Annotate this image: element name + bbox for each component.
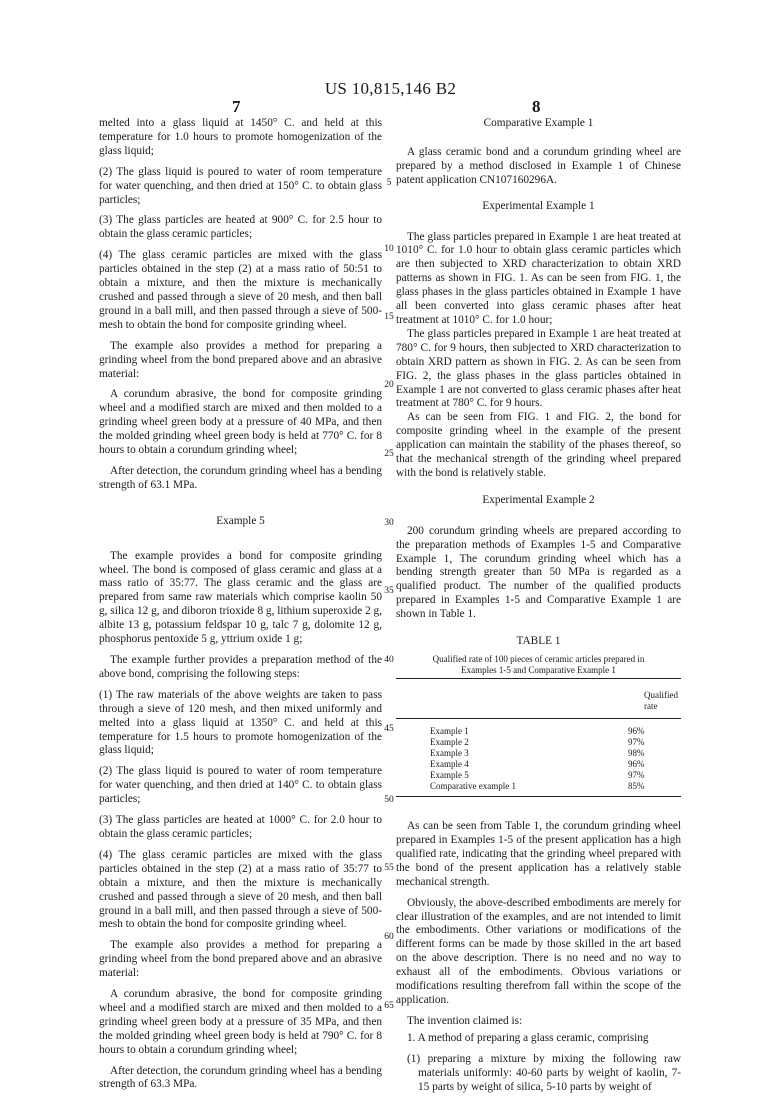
row-rate: 96%: [628, 726, 645, 737]
line-number: 25: [384, 449, 394, 459]
table-header-qualified-rate: Qualified rate: [644, 690, 678, 712]
line-number: 35: [384, 586, 394, 596]
paragraph: After detection, the corundum grinding wheel has a bending strength of 63.1 MPa.: [99, 464, 382, 491]
row-name: Example 2: [430, 737, 469, 748]
paragraph: The glass particles prepared in Example 1 are heat treated at 1010° C. for 1.0 hour to obtain glass ceramic particles which are then subjected to XRD characterization to obtain XRD patterns as shown in FIG. 1. As can be seen from FIG. 1, the glass phases in the glass particles obtained in Example 1 have all been converted into glass ceramic phases after heat treatment at 1010° C. for 1.0 hour;: [396, 230, 681, 326]
line-number: 65: [384, 1001, 394, 1011]
paragraph: Obviously, the above-described embodiments are merely for clear illustration of the examples, and are not intended to limit the embodiments. Other variations or modifications of the different forms can be made by those skilled in the art based on the above description. There is no need and no way to exhaust all of the embodiments. Obvious variations or modifications resulting therefrom fall within the scope of the application.: [396, 896, 681, 1006]
claim-1: 1. A method of preparing a glass ceramic, comprising: [407, 1031, 649, 1044]
row-rate: 96%: [628, 759, 645, 770]
paragraph: As can be seen from Table 1, the corundum grinding wheel prepared in Examples 1-5 of the present application has a high qualified rate, indicating that the grinding wheel prepared with the bond of the present application has a relatively stable mechanical strength.: [396, 820, 681, 888]
section-heading-comparative-example-1: Comparative Example 1: [483, 117, 594, 129]
right-column: [396, 117, 681, 1101]
paragraph: 200 corundum grinding wheels are prepared according to the preparation methods of Examples 1-5 and Comparative Example 1, The corundum grinding wheel which has a bending strength greater than 50 MPa is regarded as a qualified product. The number of the qualified products prepared in Examples 1-5 and Comparative Example 1 are shown in Table 1.: [396, 524, 681, 621]
paragraph: After detection, the corundum grinding wheel has a bending strength of 63.3 MPa.: [99, 1064, 382, 1091]
row-rate: 97%: [628, 770, 645, 781]
paragraph: The invention claimed is:: [407, 1014, 523, 1027]
left-column: [99, 117, 382, 1099]
section-heading-example-5: Example 5: [216, 514, 265, 527]
row-rate: 97%: [628, 737, 645, 748]
paragraph: melted into a glass liquid at 1450° C. and held at this temperature for 1.0 hours to promote homogenization of the glass liquid;: [99, 117, 382, 157]
line-number: 30: [384, 518, 394, 528]
row-rate: 98%: [628, 748, 645, 759]
patent-number: US 10,815,146 B2: [324, 79, 457, 98]
paragraph: As can be seen from FIG. 1 and FIG. 2, the bond for composite grinding wheel in the example of the present application can maintain the stability of the phases thereof, so that the mechanical strength of the grinding wheel prepared with the bond is relatively stable.: [396, 411, 681, 479]
row-rate: 85%: [628, 781, 645, 792]
line-number: 40: [384, 655, 394, 665]
line-number: 10: [384, 244, 394, 254]
table-row: [396, 726, 681, 737]
line-number: 5: [386, 178, 392, 188]
paragraph: (3) The glass particles are heated at 1000° C. for 2.0 hour to obtain the glass ceramic particles;: [99, 814, 382, 840]
paragraph: The example provides a bond for composite grinding wheel. The bond is composed of glass ceramic and glass at a mass ratio of 35:77. The glass ceramic and the glass are prepared from same raw materials which comprise kaolin 50 g, silica 12 g, and diboron trioxide 8 g, lithium superoxide 2 g, albite 13 g, potassium feldspar 10 g, talc 7 g, dolomite 12 g, phosphorus pentoxide 5 g, yttrium oxide 1 g;: [99, 549, 383, 646]
line-number: 20: [384, 380, 394, 390]
paragraph: A glass ceramic bond and a corundum grinding wheel are prepared by a method disclosed in Example 1 of Chinese patent application CN107160296A.: [396, 145, 681, 186]
paragraph: (2) The glass liquid is poured to water of room temperature for water quenching, and then dried at 140° C. to obtain glass particles;: [99, 765, 382, 806]
table-row: [396, 748, 681, 759]
table-row: [396, 781, 681, 792]
table-title: TABLE 1: [516, 635, 561, 648]
table-1: [396, 636, 681, 797]
section-heading-experimental-example-2: Experimental Example 2: [482, 493, 595, 506]
paragraph: (3) The glass particles are heated at 900° C. for 2.5 hour to obtain the glass ceramic particles;: [99, 214, 382, 241]
line-number: 55: [384, 863, 394, 873]
table-body: [396, 719, 681, 797]
line-number: 60: [384, 932, 394, 942]
paragraph: (4) The glass ceramic particles are mixed with the glass particles obtained in the step (2) at a mass ratio of 50:51 to obtain a mixture, and then the mixture is mechanically crushed and passed through a sieve of 20 mesh, and then ball ground in a ball mill, and then passed through a sieve of 500-mesh to obtain the bond for composite grinding wheel.: [99, 249, 382, 331]
claim-1-item-1: (1) preparing a mixture by mixing the following raw materials uniformly: 40-60 parts by weight of kaolin, 7-15 parts by weight of silica, 5-10 parts by weight of: [407, 1052, 681, 1093]
section-heading-experimental-example-1: Experimental Example 1: [482, 199, 595, 212]
row-name: Example 3: [430, 748, 469, 759]
paragraph: The example also provides a method for preparing a grinding wheel from the bond prepared above and an abrasive material:: [99, 339, 382, 380]
row-name: Comparative example 1: [430, 781, 516, 792]
paragraph: The example further provides a preparation method of the above bond, comprising the following steps:: [99, 654, 382, 680]
line-number: 45: [384, 724, 394, 734]
row-name: Example 1: [430, 726, 469, 737]
paragraph: (2) The glass liquid is poured to water of room temperature for water quenching, and then dried at 150° C. to obtain glass particles;: [99, 165, 382, 206]
table-row: [396, 770, 681, 781]
row-name: Example 4: [430, 759, 469, 770]
column-number-right: 8: [532, 97, 541, 116]
line-number: 50: [384, 795, 394, 805]
paragraph: A corundum abrasive, the bond for composite grinding wheel and a modified starch are mixed and then molded to a grinding wheel green body at a pressure of 40 MPa, and then the molded grinding wheel green body is held at 770° C. for 8 hours to obtain a corundum grinding wheel;: [99, 388, 382, 457]
column-number-left: 7: [232, 97, 241, 116]
row-name: Example 5: [430, 770, 469, 781]
paragraph: (1) The raw materials of the above weights are taken to pass through a sieve of 120 mesh, and then mixed uniformly and melted into a glass liquid at 1350° C. and held at this temperature for 1.5 hours to promote homogenization of the glass liquid;: [99, 688, 382, 757]
table-caption: Qualified rate of 100 pieces of ceramic articles prepared in Examples 1-5 and Comparative Example 1: [396, 654, 681, 679]
table-row: [396, 737, 681, 748]
paragraph: The glass particles prepared in Example 1 are heat treated at 780° C. for 9 hours, then subjected to XRD characterization to obtain XRD pattern as shown in FIG. 2. As can be seen from FIG. 2, the glass phases in the glass particles obtained in Example 1 are not converted to glass ceramic phases after heat treatment at 780° C. for 9 hours.: [396, 327, 681, 410]
line-number: 15: [384, 312, 394, 322]
table-header-row: [396, 679, 681, 719]
paragraph: (4) The glass ceramic particles are mixed with the glass particles obtained in the step (2) at a mass ratio of 35:77 to obtain a mixture, and then the mixture is mechanically crushed and passed through a sieve of 20 mesh, and then ball ground in a ball mill, and then passed through a sieve of 500-mesh to obtain the bond for composite grinding wheel.: [99, 848, 382, 931]
table-row: [396, 759, 681, 770]
paragraph: A corundum abrasive, the bond for composite grinding wheel and a modified starch are mixed and then molded to a grinding wheel green body at a pressure of 35 MPa, and then the molded grinding wheel green body is held at 790° C. for 8 hours to obtain a corundum grinding wheel;: [99, 988, 382, 1056]
paragraph: The example also provides a method for preparing a grinding wheel from the bond prepared above and an abrasive material:: [99, 939, 382, 980]
table-header-empty: [396, 690, 590, 712]
